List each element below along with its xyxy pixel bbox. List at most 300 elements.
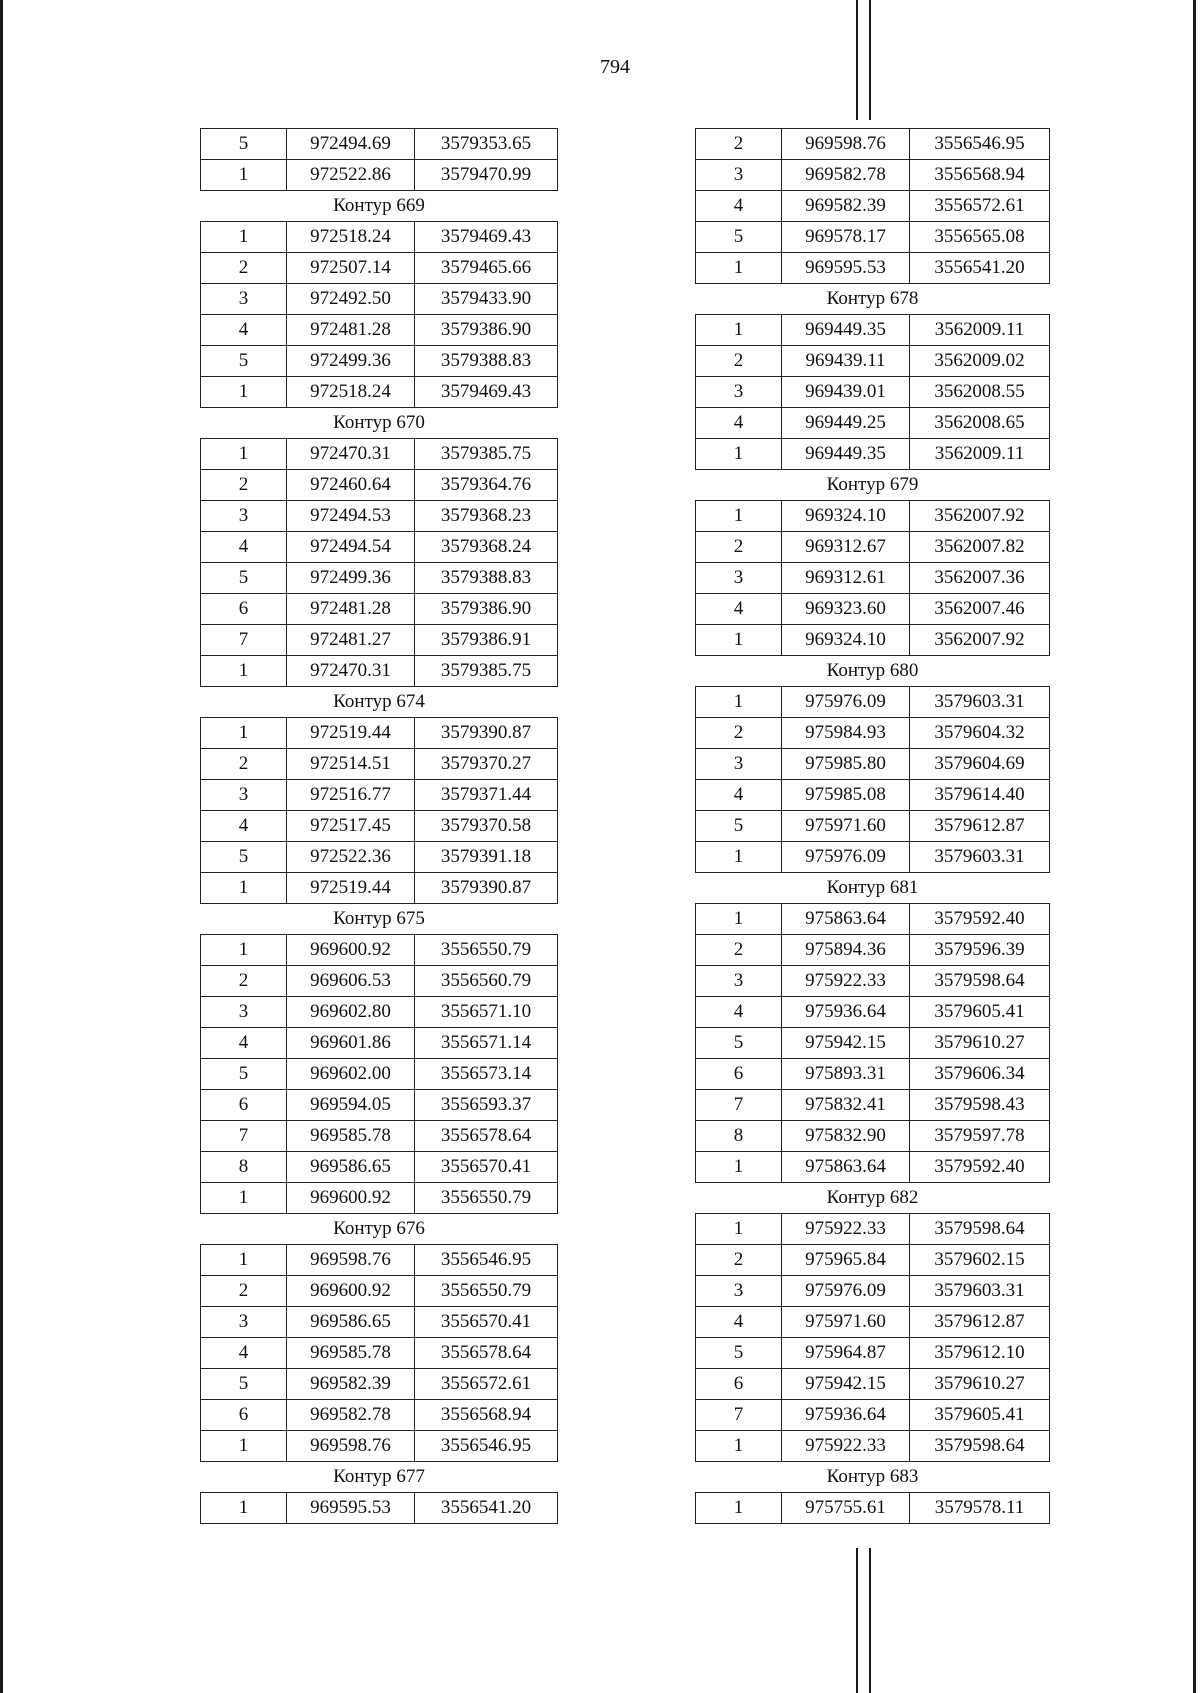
y-coordinate-cell: 3562009.02 bbox=[910, 346, 1050, 377]
coordinate-row bbox=[696, 1152, 1050, 1183]
y-coordinate-cell: 3579385.75 bbox=[415, 656, 558, 687]
x-coordinate-cell: 969582.39 bbox=[782, 191, 910, 222]
contour-header-row bbox=[201, 1214, 558, 1245]
y-coordinate-cell: 3579592.40 bbox=[910, 1152, 1050, 1183]
y-coordinate-cell: 3556565.08 bbox=[910, 222, 1050, 253]
point-number-cell: 7 bbox=[696, 1400, 782, 1431]
coordinate-row bbox=[696, 1245, 1050, 1276]
x-coordinate-cell: 969595.53 bbox=[782, 253, 910, 284]
x-coordinate-cell: 969586.65 bbox=[287, 1307, 415, 1338]
x-coordinate-cell: 969439.11 bbox=[782, 346, 910, 377]
coordinate-row bbox=[201, 1369, 558, 1400]
coordinate-row bbox=[201, 532, 558, 563]
coordinate-row bbox=[696, 935, 1050, 966]
point-number-cell: 2 bbox=[201, 470, 287, 501]
point-number-cell: 7 bbox=[696, 1090, 782, 1121]
y-coordinate-cell: 3562007.82 bbox=[910, 532, 1050, 563]
coordinate-row bbox=[201, 625, 558, 656]
y-coordinate-cell: 3579390.87 bbox=[415, 718, 558, 749]
x-coordinate-cell: 972517.45 bbox=[287, 811, 415, 842]
x-coordinate-cell: 969595.53 bbox=[287, 1493, 415, 1524]
y-coordinate-cell: 3579433.90 bbox=[415, 284, 558, 315]
x-coordinate-cell: 969323.60 bbox=[782, 594, 910, 625]
y-coordinate-cell: 3579610.27 bbox=[910, 1369, 1050, 1400]
coordinate-row bbox=[201, 1028, 558, 1059]
point-number-cell: 4 bbox=[696, 997, 782, 1028]
y-coordinate-cell: 3579605.41 bbox=[910, 1400, 1050, 1431]
x-coordinate-cell: 972518.24 bbox=[287, 222, 415, 253]
point-number-cell: 3 bbox=[201, 1307, 287, 1338]
coordinate-row bbox=[201, 222, 558, 253]
y-coordinate-cell: 3579603.31 bbox=[910, 687, 1050, 718]
y-coordinate-cell: 3579612.87 bbox=[910, 811, 1050, 842]
x-coordinate-cell: 975863.64 bbox=[782, 904, 910, 935]
scan-fold-bottom-a bbox=[856, 1548, 858, 1693]
y-coordinate-cell: 3556546.95 bbox=[910, 129, 1050, 160]
y-coordinate-cell: 3579364.76 bbox=[415, 470, 558, 501]
x-coordinate-cell: 969449.25 bbox=[782, 408, 910, 439]
point-number-cell: 4 bbox=[201, 532, 287, 563]
coordinate-row bbox=[696, 563, 1050, 594]
point-number-cell: 6 bbox=[696, 1369, 782, 1400]
x-coordinate-cell: 969600.92 bbox=[287, 1276, 415, 1307]
y-coordinate-cell: 3579612.87 bbox=[910, 1307, 1050, 1338]
point-number-cell: 8 bbox=[201, 1152, 287, 1183]
point-number-cell: 4 bbox=[696, 780, 782, 811]
coordinate-row bbox=[201, 315, 558, 346]
x-coordinate-cell: 972460.64 bbox=[287, 470, 415, 501]
contour-title: Контур 680 bbox=[696, 656, 1050, 687]
coordinate-row bbox=[696, 1338, 1050, 1369]
point-number-cell: 2 bbox=[696, 532, 782, 563]
y-coordinate-cell: 3579465.66 bbox=[415, 253, 558, 284]
x-coordinate-cell: 969582.78 bbox=[782, 160, 910, 191]
coordinate-row bbox=[696, 1059, 1050, 1090]
y-coordinate-cell: 3579596.39 bbox=[910, 935, 1050, 966]
y-coordinate-cell: 3579603.31 bbox=[910, 842, 1050, 873]
point-number-cell: 3 bbox=[696, 1276, 782, 1307]
y-coordinate-cell: 3579469.43 bbox=[415, 222, 558, 253]
y-coordinate-cell: 3579592.40 bbox=[910, 904, 1050, 935]
point-number-cell: 1 bbox=[201, 377, 287, 408]
coordinate-row bbox=[696, 1431, 1050, 1462]
y-coordinate-cell: 3579606.34 bbox=[910, 1059, 1050, 1090]
point-number-cell: 2 bbox=[696, 346, 782, 377]
point-number-cell: 1 bbox=[201, 873, 287, 904]
coordinate-row bbox=[696, 811, 1050, 842]
point-number-cell: 3 bbox=[201, 780, 287, 811]
x-coordinate-cell: 972492.50 bbox=[287, 284, 415, 315]
coordinate-row bbox=[201, 1307, 558, 1338]
y-coordinate-cell: 3579603.31 bbox=[910, 1276, 1050, 1307]
contour-title: Контур 676 bbox=[201, 1214, 558, 1245]
point-number-cell: 1 bbox=[696, 687, 782, 718]
coordinate-row bbox=[201, 1059, 558, 1090]
point-number-cell: 1 bbox=[696, 842, 782, 873]
x-coordinate-cell: 969602.80 bbox=[287, 997, 415, 1028]
coordinate-row bbox=[696, 191, 1050, 222]
x-coordinate-cell: 969606.53 bbox=[287, 966, 415, 997]
x-coordinate-cell: 969324.10 bbox=[782, 501, 910, 532]
contour-title: Контур 678 bbox=[696, 284, 1050, 315]
contour-header-row bbox=[201, 191, 558, 222]
y-coordinate-cell: 3562007.92 bbox=[910, 625, 1050, 656]
x-coordinate-cell: 969594.05 bbox=[287, 1090, 415, 1121]
y-coordinate-cell: 3579370.58 bbox=[415, 811, 558, 842]
point-number-cell: 5 bbox=[201, 563, 287, 594]
y-coordinate-cell: 3556578.64 bbox=[415, 1338, 558, 1369]
coordinate-row bbox=[201, 656, 558, 687]
point-number-cell: 2 bbox=[201, 1276, 287, 1307]
point-number-cell: 6 bbox=[201, 1400, 287, 1431]
x-coordinate-cell: 972494.53 bbox=[287, 501, 415, 532]
x-coordinate-cell: 972519.44 bbox=[287, 718, 415, 749]
point-number-cell: 5 bbox=[201, 1059, 287, 1090]
x-coordinate-cell: 972522.86 bbox=[287, 160, 415, 191]
y-coordinate-cell: 3562007.46 bbox=[910, 594, 1050, 625]
coordinate-row bbox=[201, 749, 558, 780]
x-coordinate-cell: 975976.09 bbox=[782, 1276, 910, 1307]
contour-title: Контур 677 bbox=[201, 1462, 558, 1493]
coordinate-row bbox=[201, 1338, 558, 1369]
y-coordinate-cell: 3579388.83 bbox=[415, 346, 558, 377]
y-coordinate-cell: 3579605.41 bbox=[910, 997, 1050, 1028]
x-coordinate-cell: 969600.92 bbox=[287, 935, 415, 966]
y-coordinate-cell: 3579368.23 bbox=[415, 501, 558, 532]
contour-header-row bbox=[696, 470, 1050, 501]
point-number-cell: 3 bbox=[696, 160, 782, 191]
contour-header-row bbox=[696, 284, 1050, 315]
coordinate-row bbox=[201, 935, 558, 966]
point-number-cell: 1 bbox=[696, 625, 782, 656]
point-number-cell: 1 bbox=[201, 222, 287, 253]
y-coordinate-cell: 3579353.65 bbox=[415, 129, 558, 160]
y-coordinate-cell: 3556572.61 bbox=[910, 191, 1050, 222]
contour-header-row bbox=[201, 904, 558, 935]
y-coordinate-cell: 3556550.79 bbox=[415, 935, 558, 966]
coordinate-row bbox=[696, 1400, 1050, 1431]
contour-header-row bbox=[201, 408, 558, 439]
y-coordinate-cell: 3556571.14 bbox=[415, 1028, 558, 1059]
point-number-cell: 4 bbox=[201, 811, 287, 842]
y-coordinate-cell: 3579370.27 bbox=[415, 749, 558, 780]
x-coordinate-cell: 969582.78 bbox=[287, 1400, 415, 1431]
point-number-cell: 1 bbox=[696, 315, 782, 346]
contour-header-row bbox=[696, 656, 1050, 687]
x-coordinate-cell: 969324.10 bbox=[782, 625, 910, 656]
coordinate-row bbox=[201, 160, 558, 191]
contour-title: Контур 675 bbox=[201, 904, 558, 935]
x-coordinate-cell: 975755.61 bbox=[782, 1493, 910, 1524]
y-coordinate-cell: 3579385.75 bbox=[415, 439, 558, 470]
y-coordinate-cell: 3579610.27 bbox=[910, 1028, 1050, 1059]
point-number-cell: 5 bbox=[201, 1369, 287, 1400]
x-coordinate-cell: 969601.86 bbox=[287, 1028, 415, 1059]
x-coordinate-cell: 969578.17 bbox=[782, 222, 910, 253]
coordinate-row bbox=[201, 284, 558, 315]
contour-title: Контур 670 bbox=[201, 408, 558, 439]
x-coordinate-cell: 969586.65 bbox=[287, 1152, 415, 1183]
y-coordinate-cell: 3562009.11 bbox=[910, 315, 1050, 346]
point-number-cell: 5 bbox=[201, 346, 287, 377]
y-coordinate-cell: 3556570.41 bbox=[415, 1152, 558, 1183]
x-coordinate-cell: 972494.54 bbox=[287, 532, 415, 563]
scan-edge-left bbox=[0, 0, 3, 1693]
coordinate-row bbox=[201, 1245, 558, 1276]
y-coordinate-cell: 3579598.43 bbox=[910, 1090, 1050, 1121]
point-number-cell: 1 bbox=[696, 439, 782, 470]
y-coordinate-cell: 3556541.20 bbox=[415, 1493, 558, 1524]
coordinate-row bbox=[201, 1276, 558, 1307]
x-coordinate-cell: 975985.08 bbox=[782, 780, 910, 811]
y-coordinate-cell: 3579386.90 bbox=[415, 315, 558, 346]
coordinate-row bbox=[696, 1214, 1050, 1245]
point-number-cell: 1 bbox=[201, 1431, 287, 1462]
point-number-cell: 1 bbox=[696, 1214, 782, 1245]
point-number-cell: 5 bbox=[696, 811, 782, 842]
coordinate-row bbox=[201, 129, 558, 160]
point-number-cell: 3 bbox=[696, 377, 782, 408]
point-number-cell: 8 bbox=[696, 1121, 782, 1152]
y-coordinate-cell: 3579598.64 bbox=[910, 1431, 1050, 1462]
point-number-cell: 2 bbox=[201, 749, 287, 780]
y-coordinate-cell: 3579368.24 bbox=[415, 532, 558, 563]
point-number-cell: 7 bbox=[201, 1121, 287, 1152]
coordinate-row bbox=[696, 501, 1050, 532]
point-number-cell: 2 bbox=[696, 935, 782, 966]
coordinate-row bbox=[696, 408, 1050, 439]
y-coordinate-cell: 3579469.43 bbox=[415, 377, 558, 408]
y-coordinate-cell: 3556546.95 bbox=[415, 1245, 558, 1276]
x-coordinate-cell: 972481.27 bbox=[287, 625, 415, 656]
y-coordinate-cell: 3562008.55 bbox=[910, 377, 1050, 408]
x-coordinate-cell: 972470.31 bbox=[287, 439, 415, 470]
y-coordinate-cell: 3579578.11 bbox=[910, 1493, 1050, 1524]
x-coordinate-cell: 972514.51 bbox=[287, 749, 415, 780]
coordinate-row bbox=[696, 904, 1050, 935]
x-coordinate-cell: 969600.92 bbox=[287, 1183, 415, 1214]
x-coordinate-cell: 972499.36 bbox=[287, 346, 415, 377]
x-coordinate-cell: 975976.09 bbox=[782, 687, 910, 718]
coordinate-row bbox=[201, 1121, 558, 1152]
point-number-cell: 3 bbox=[696, 563, 782, 594]
point-number-cell: 3 bbox=[201, 501, 287, 532]
coordinate-row bbox=[696, 842, 1050, 873]
y-coordinate-cell: 3556572.61 bbox=[415, 1369, 558, 1400]
coordinate-row bbox=[696, 160, 1050, 191]
x-coordinate-cell: 969585.78 bbox=[287, 1338, 415, 1369]
contour-title: Контур 669 bbox=[201, 191, 558, 222]
point-number-cell: 1 bbox=[201, 718, 287, 749]
coordinate-row bbox=[201, 470, 558, 501]
point-number-cell: 1 bbox=[696, 1493, 782, 1524]
x-coordinate-cell: 975936.64 bbox=[782, 997, 910, 1028]
x-coordinate-cell: 975984.93 bbox=[782, 718, 910, 749]
y-coordinate-cell: 3562009.11 bbox=[910, 439, 1050, 470]
point-number-cell: 5 bbox=[201, 842, 287, 873]
scan-edge-right bbox=[1193, 0, 1196, 1693]
point-number-cell: 7 bbox=[201, 625, 287, 656]
contour-header-row bbox=[201, 687, 558, 718]
y-coordinate-cell: 3562008.65 bbox=[910, 408, 1050, 439]
point-number-cell: 2 bbox=[696, 129, 782, 160]
point-number-cell: 1 bbox=[201, 1183, 287, 1214]
point-number-cell: 2 bbox=[201, 253, 287, 284]
y-coordinate-cell: 3579386.91 bbox=[415, 625, 558, 656]
y-coordinate-cell: 3556568.94 bbox=[415, 1400, 558, 1431]
y-coordinate-cell: 3579604.69 bbox=[910, 749, 1050, 780]
y-coordinate-cell: 3579470.99 bbox=[415, 160, 558, 191]
point-number-cell: 4 bbox=[201, 1338, 287, 1369]
coordinate-row bbox=[696, 1493, 1050, 1524]
point-number-cell: 4 bbox=[201, 1028, 287, 1059]
contour-header-row bbox=[696, 873, 1050, 904]
x-coordinate-cell: 975971.60 bbox=[782, 1307, 910, 1338]
contour-title: Контур 683 bbox=[696, 1462, 1050, 1493]
y-coordinate-cell: 3556573.14 bbox=[415, 1059, 558, 1090]
y-coordinate-cell: 3556546.95 bbox=[415, 1431, 558, 1462]
point-number-cell: 5 bbox=[696, 222, 782, 253]
contour-title: Контур 674 bbox=[201, 687, 558, 718]
y-coordinate-cell: 3579602.15 bbox=[910, 1245, 1050, 1276]
y-coordinate-cell: 3579598.64 bbox=[910, 966, 1050, 997]
point-number-cell: 4 bbox=[696, 594, 782, 625]
coordinate-row bbox=[696, 1369, 1050, 1400]
x-coordinate-cell: 972519.44 bbox=[287, 873, 415, 904]
x-coordinate-cell: 969598.76 bbox=[287, 1431, 415, 1462]
point-number-cell: 2 bbox=[201, 966, 287, 997]
y-coordinate-cell: 3579597.78 bbox=[910, 1121, 1050, 1152]
coordinate-row bbox=[201, 842, 558, 873]
y-coordinate-cell: 3579612.10 bbox=[910, 1338, 1050, 1369]
point-number-cell: 4 bbox=[696, 191, 782, 222]
coordinate-row bbox=[201, 253, 558, 284]
point-number-cell: 6 bbox=[201, 1090, 287, 1121]
coordinate-row bbox=[201, 377, 558, 408]
point-number-cell: 1 bbox=[201, 1493, 287, 1524]
coordinate-row bbox=[696, 997, 1050, 1028]
point-number-cell: 1 bbox=[696, 1152, 782, 1183]
coordinate-row bbox=[696, 346, 1050, 377]
x-coordinate-cell: 975832.41 bbox=[782, 1090, 910, 1121]
coordinate-row bbox=[696, 687, 1050, 718]
point-number-cell: 2 bbox=[696, 1245, 782, 1276]
coordinate-row bbox=[201, 997, 558, 1028]
point-number-cell: 6 bbox=[201, 594, 287, 625]
x-coordinate-cell: 975832.90 bbox=[782, 1121, 910, 1152]
x-coordinate-cell: 975985.80 bbox=[782, 749, 910, 780]
coordinate-row bbox=[201, 873, 558, 904]
scan-fold-bottom-b bbox=[869, 1548, 871, 1693]
coordinate-row bbox=[201, 1183, 558, 1214]
coordinate-row bbox=[201, 780, 558, 811]
point-number-cell: 3 bbox=[201, 284, 287, 315]
x-coordinate-cell: 972481.28 bbox=[287, 315, 415, 346]
x-coordinate-cell: 972522.36 bbox=[287, 842, 415, 873]
point-number-cell: 4 bbox=[201, 315, 287, 346]
coordinate-row bbox=[696, 129, 1050, 160]
x-coordinate-cell: 975922.33 bbox=[782, 1431, 910, 1462]
x-coordinate-cell: 975894.36 bbox=[782, 935, 910, 966]
coordinate-row bbox=[201, 1400, 558, 1431]
x-coordinate-cell: 969585.78 bbox=[287, 1121, 415, 1152]
coordinate-row bbox=[201, 594, 558, 625]
coordinate-row bbox=[201, 1152, 558, 1183]
coordinate-row bbox=[696, 718, 1050, 749]
y-coordinate-cell: 3579598.64 bbox=[910, 1214, 1050, 1245]
point-number-cell: 5 bbox=[696, 1028, 782, 1059]
x-coordinate-cell: 969312.67 bbox=[782, 532, 910, 563]
point-number-cell: 3 bbox=[696, 749, 782, 780]
coordinate-row bbox=[696, 1276, 1050, 1307]
contour-title: Контур 682 bbox=[696, 1183, 1050, 1214]
coordinate-row bbox=[696, 1028, 1050, 1059]
point-number-cell: 5 bbox=[201, 129, 287, 160]
y-coordinate-cell: 3579371.44 bbox=[415, 780, 558, 811]
x-coordinate-cell: 969449.35 bbox=[782, 315, 910, 346]
point-number-cell: 1 bbox=[696, 253, 782, 284]
y-coordinate-cell: 3556560.79 bbox=[415, 966, 558, 997]
coordinates-table-right bbox=[695, 128, 1050, 1524]
point-number-cell: 2 bbox=[696, 718, 782, 749]
coordinate-row bbox=[201, 966, 558, 997]
point-number-cell: 1 bbox=[201, 935, 287, 966]
coordinate-row bbox=[201, 1090, 558, 1121]
x-coordinate-cell: 972518.24 bbox=[287, 377, 415, 408]
x-coordinate-cell: 972481.28 bbox=[287, 594, 415, 625]
coordinate-row bbox=[201, 1431, 558, 1462]
coordinate-row bbox=[696, 222, 1050, 253]
coordinate-row bbox=[696, 253, 1050, 284]
point-number-cell: 5 bbox=[696, 1338, 782, 1369]
y-coordinate-cell: 3579390.87 bbox=[415, 873, 558, 904]
x-coordinate-cell: 975971.60 bbox=[782, 811, 910, 842]
y-coordinate-cell: 3556541.20 bbox=[910, 253, 1050, 284]
x-coordinate-cell: 969598.76 bbox=[782, 129, 910, 160]
coordinate-row bbox=[696, 780, 1050, 811]
point-number-cell: 4 bbox=[696, 1307, 782, 1338]
contour-header-row bbox=[696, 1183, 1050, 1214]
page-number: 794 bbox=[600, 56, 630, 78]
coordinate-row bbox=[696, 315, 1050, 346]
x-coordinate-cell: 969449.35 bbox=[782, 439, 910, 470]
coordinate-row bbox=[696, 377, 1050, 408]
coordinate-row bbox=[201, 1493, 558, 1524]
x-coordinate-cell: 975922.33 bbox=[782, 1214, 910, 1245]
y-coordinate-cell: 3556593.37 bbox=[415, 1090, 558, 1121]
y-coordinate-cell: 3556568.94 bbox=[910, 160, 1050, 191]
coordinate-row bbox=[201, 501, 558, 532]
y-coordinate-cell: 3556550.79 bbox=[415, 1276, 558, 1307]
y-coordinate-cell: 3556571.10 bbox=[415, 997, 558, 1028]
point-number-cell: 3 bbox=[201, 997, 287, 1028]
contour-title: Контур 679 bbox=[696, 470, 1050, 501]
x-coordinate-cell: 975976.09 bbox=[782, 842, 910, 873]
point-number-cell: 1 bbox=[696, 904, 782, 935]
coordinate-row bbox=[696, 532, 1050, 563]
point-number-cell: 1 bbox=[696, 1431, 782, 1462]
y-coordinate-cell: 3579604.32 bbox=[910, 718, 1050, 749]
y-coordinate-cell: 3556578.64 bbox=[415, 1121, 558, 1152]
coordinate-row bbox=[201, 718, 558, 749]
y-coordinate-cell: 3579386.90 bbox=[415, 594, 558, 625]
contour-title: Контур 681 bbox=[696, 873, 1050, 904]
x-coordinate-cell: 975863.64 bbox=[782, 1152, 910, 1183]
y-coordinate-cell: 3556570.41 bbox=[415, 1307, 558, 1338]
coordinate-row bbox=[201, 563, 558, 594]
x-coordinate-cell: 972507.14 bbox=[287, 253, 415, 284]
coordinate-row bbox=[696, 594, 1050, 625]
